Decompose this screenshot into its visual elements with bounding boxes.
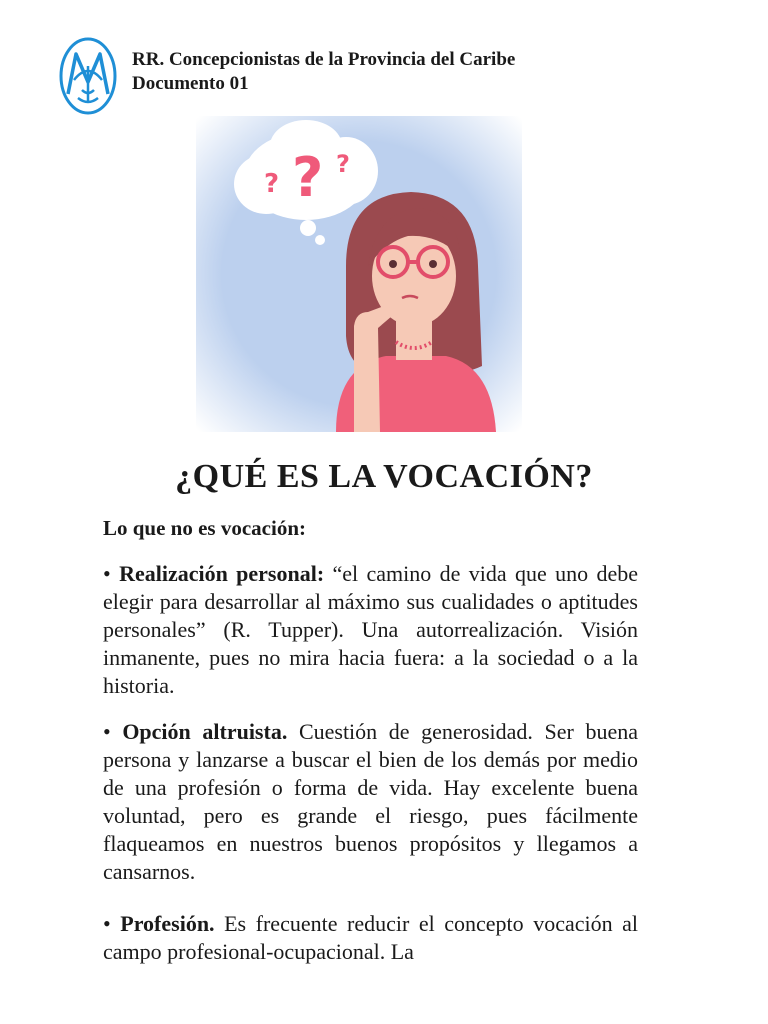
- question-mark-small-left: ?: [264, 169, 280, 199]
- header-organization: RR. Concepcionistas de la Provincia del Caribe: [132, 49, 516, 70]
- question-mark-large: ?: [292, 146, 324, 209]
- bullet: •: [103, 719, 111, 744]
- bullet: •: [103, 911, 111, 936]
- question-mark-small-right: ?: [336, 150, 350, 178]
- item-term: Opción altruista.: [122, 719, 288, 744]
- document-header: [58, 36, 515, 116]
- item-term: Profesión.: [120, 911, 215, 936]
- item-text: “el camino de vida que uno debe elegir para desarrollar al máximo sus cualidades o aptitudes personales” (R. Tupper). Una autorrealización. Visión inmanente, pues no mira hacia fuera: a la sociedad o a la historia.: [103, 561, 638, 698]
- item-opcion-altruista: [103, 718, 638, 886]
- document-body: [103, 514, 638, 984]
- header-document-number: Documento 01: [132, 73, 249, 94]
- item-profesion: [103, 910, 638, 966]
- item-text: Es frecuente reducir el concepto vocación al campo profesional-ocupacional. La: [103, 911, 639, 964]
- item-term: Realización personal:: [119, 561, 325, 586]
- thinking-woman-illustration: [196, 116, 522, 432]
- item-realizacion-personal: [103, 560, 638, 700]
- item-text: Cuestión de generosidad. Ser buena persona y lanzarse a buscar el bien de los demás por medio de una profesión o forma de vida. Hay excelente buena voluntad, pero es grande el riesgo, pues fácilmente flaqueamos en nuestros buenos propósitos y llegamos a cansarnos.: [103, 719, 639, 884]
- page-title: ¿QUÉ ES LA VOCACIÓN?: [175, 458, 593, 495]
- bullet: •: [103, 561, 111, 586]
- section-subtitle: Lo que no es vocación:: [103, 516, 307, 540]
- concepcionistas-logo-icon: [58, 36, 118, 116]
